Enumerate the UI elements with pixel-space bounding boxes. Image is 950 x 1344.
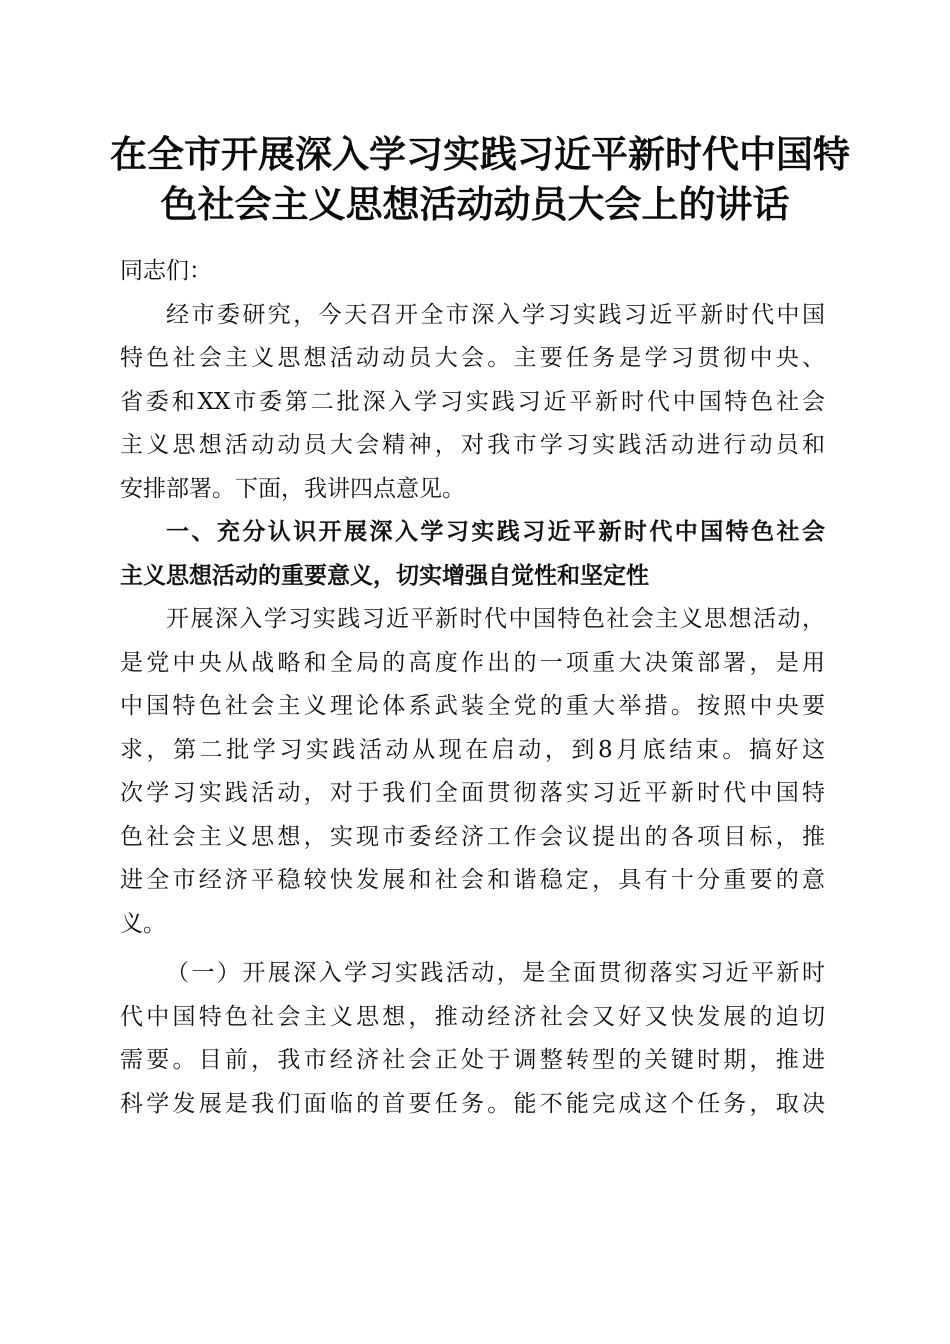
paragraph-line: 科学发展是我们面临的首要任务。能不能完成这个任务，取决 [120, 1090, 825, 1117]
section-heading-1 [120, 511, 825, 598]
paragraph-line: 次学习实践活动，对于我们全面贯彻落实习近平新时代中国特 [120, 780, 825, 806]
title-line-2: 色社会主义思想活动动员大会上的讲话 [160, 183, 790, 226]
salutation: 同志们： [120, 258, 212, 284]
heading-line: 一、充分认识开展深入学习实践习近平新时代中国特色社会 [166, 519, 825, 545]
heading-line: 主义思想活动的重要意义，切实增强自觉性和坚定性 [120, 562, 649, 589]
paragraph-line: 安排部署。下面，我讲四点意见。 [120, 475, 465, 502]
paragraph-line: 需要。目前，我市经济社会正处于调整转型的关键时期，推进 [120, 1047, 825, 1073]
paragraph-line: 特色社会主义思想活动动员大会。主要任务是学习贯彻中央、 [120, 345, 825, 371]
paragraph-line: （一）开展深入学习实践活动，是全面贯彻落实习近平新时 [166, 960, 825, 986]
paragraph-line: 代中国特色社会主义思想，推动经济社会又好又快发展的迫切 [120, 1003, 825, 1030]
paragraph-line: 开展深入学习实践习近平新时代中国特色社会主义思想活动， [166, 606, 825, 632]
paragraph-line: 经市委研究，今天召开全市深入学习实践习近平新时代中国 [166, 301, 825, 328]
paragraph-line: 是党中央从战略和全局的高度作出的一项重大决策部署，是用 [120, 649, 825, 676]
paragraph-line: 义。 [120, 910, 166, 937]
document-body [120, 250, 825, 1126]
subsection-1-paragraph [120, 952, 825, 1126]
section-1-paragraph [120, 598, 825, 946]
intro-paragraph [120, 294, 825, 512]
title-line-1: 在全市开展深入学习实践习近平新时代中国特 [110, 133, 850, 176]
document-title [110, 130, 850, 230]
paragraph-line: 省委和XX市委第二批深入学习实践习近平新时代中国特色社会 [120, 388, 825, 415]
paragraph-line: 求，第二批学习实践活动从现在启动，到8月底结束。搞好这 [120, 736, 825, 763]
paragraph-line: 色社会主义思想，实现市委经济工作会议提出的各项目标，推 [120, 823, 825, 850]
paragraph-line: 进全市经济平稳较快发展和社会和谐稳定，具有十分重要的意 [120, 867, 825, 893]
paragraph-line: 中国特色社会主义理论体系武装全党的重大举措。按照中央要 [120, 693, 825, 719]
paragraph-line: 主义思想活动动员大会精神，对我市学习实践活动进行动员和 [120, 432, 825, 458]
